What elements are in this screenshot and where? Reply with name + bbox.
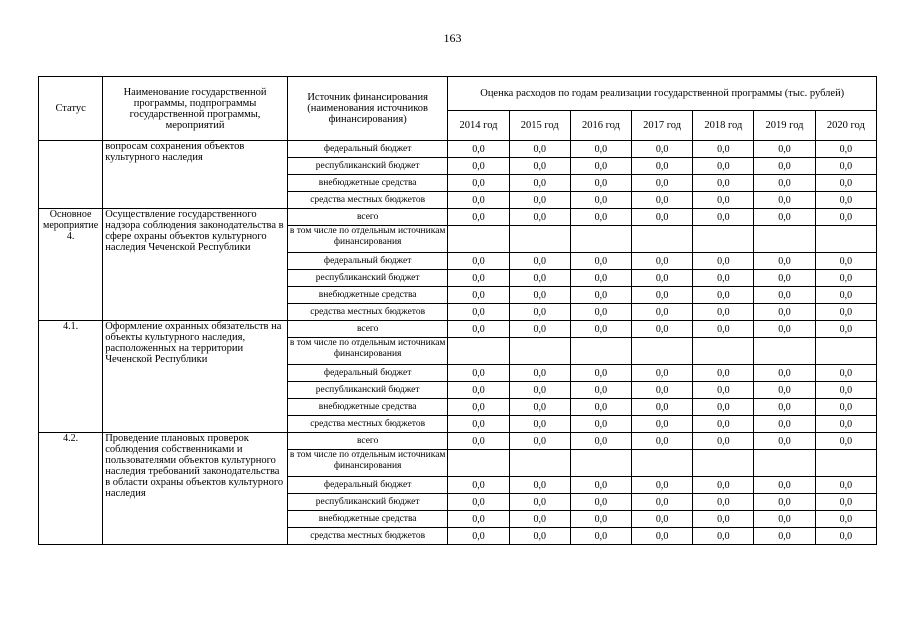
value-cell — [448, 338, 509, 365]
status-cell: 4.2. — [39, 433, 103, 545]
value-cell: 0,0 — [754, 433, 815, 450]
value-cell — [509, 338, 570, 365]
value-cell: 0,0 — [754, 175, 815, 192]
funding-source: всего — [287, 321, 448, 338]
value-cell: 0,0 — [632, 304, 693, 321]
value-cell: 0,0 — [693, 141, 754, 158]
value-cell — [632, 450, 693, 477]
value-cell: 0,0 — [448, 382, 509, 399]
header-year: 2016 год — [570, 111, 631, 141]
value-cell: 0,0 — [570, 304, 631, 321]
funding-source: федеральный бюджет — [287, 365, 448, 382]
funding-source: федеральный бюджет — [287, 477, 448, 494]
funding-source: федеральный бюджет — [287, 141, 448, 158]
value-cell: 0,0 — [509, 175, 570, 192]
funding-source: в том числе по отдельным источникам финансирования — [287, 226, 448, 253]
table-row — [39, 321, 877, 338]
value-cell: 0,0 — [509, 399, 570, 416]
value-cell: 0,0 — [632, 382, 693, 399]
value-cell — [693, 338, 754, 365]
value-cell: 0,0 — [815, 270, 876, 287]
value-cell: 0,0 — [693, 175, 754, 192]
value-cell: 0,0 — [815, 192, 876, 209]
value-cell: 0,0 — [509, 494, 570, 511]
value-cell: 0,0 — [570, 175, 631, 192]
value-cell: 0,0 — [509, 304, 570, 321]
value-cell: 0,0 — [754, 511, 815, 528]
value-cell: 0,0 — [754, 270, 815, 287]
value-cell: 0,0 — [509, 365, 570, 382]
value-cell — [632, 338, 693, 365]
value-cell: 0,0 — [570, 416, 631, 433]
value-cell — [754, 450, 815, 477]
funding-source: в том числе по отдельным источникам финансирования — [287, 450, 448, 477]
value-cell: 0,0 — [632, 321, 693, 338]
funding-source: внебюджетные средства — [287, 399, 448, 416]
header-year: 2017 год — [632, 111, 693, 141]
value-cell: 0,0 — [815, 477, 876, 494]
value-cell — [815, 338, 876, 365]
program-name: вопросам сохранения объектов культурного наследия — [103, 141, 288, 209]
value-cell: 0,0 — [693, 433, 754, 450]
value-cell — [570, 338, 631, 365]
value-cell: 0,0 — [632, 477, 693, 494]
value-cell: 0,0 — [815, 175, 876, 192]
status-cell: Основное мероприятие 4. — [39, 209, 103, 321]
value-cell — [570, 450, 631, 477]
funding-source: в том числе по отдельным источникам финансирования — [287, 338, 448, 365]
value-cell: 0,0 — [754, 321, 815, 338]
value-cell: 0,0 — [570, 528, 631, 545]
value-cell: 0,0 — [570, 141, 631, 158]
value-cell: 0,0 — [632, 416, 693, 433]
value-cell: 0,0 — [509, 528, 570, 545]
value-cell: 0,0 — [632, 209, 693, 226]
value-cell — [693, 450, 754, 477]
value-cell: 0,0 — [693, 382, 754, 399]
value-cell: 0,0 — [754, 477, 815, 494]
value-cell: 0,0 — [815, 494, 876, 511]
value-cell: 0,0 — [509, 382, 570, 399]
value-cell: 0,0 — [448, 433, 509, 450]
value-cell: 0,0 — [754, 253, 815, 270]
value-cell — [754, 338, 815, 365]
value-cell: 0,0 — [815, 382, 876, 399]
value-cell: 0,0 — [509, 141, 570, 158]
value-cell: 0,0 — [632, 192, 693, 209]
value-cell: 0,0 — [448, 175, 509, 192]
value-cell: 0,0 — [632, 511, 693, 528]
status-cell — [39, 141, 103, 209]
value-cell: 0,0 — [632, 175, 693, 192]
funding-source: средства местных бюджетов — [287, 528, 448, 545]
value-cell: 0,0 — [632, 158, 693, 175]
value-cell: 0,0 — [448, 253, 509, 270]
value-cell: 0,0 — [754, 141, 815, 158]
value-cell: 0,0 — [815, 141, 876, 158]
value-cell: 0,0 — [448, 158, 509, 175]
program-name: Проведение плановых проверок соблюдения собственниками и пользователями объектов культурного наследия требований законодательства в области охраны объектов культурного наследия — [103, 433, 288, 545]
funding-source: республиканский бюджет — [287, 270, 448, 287]
funding-source: внебюджетные средства — [287, 511, 448, 528]
header-year: 2020 год — [815, 111, 876, 141]
program-name: Оформление охранных обязательств на объекты культурного наследия, расположенных на территории Чеченской Республики — [103, 321, 288, 433]
value-cell: 0,0 — [448, 270, 509, 287]
value-cell: 0,0 — [448, 321, 509, 338]
value-cell: 0,0 — [509, 253, 570, 270]
header-name: Наименование государственной программы, подпрограммы государственной программы, мероприятий — [103, 77, 288, 141]
value-cell: 0,0 — [754, 365, 815, 382]
funding-source: всего — [287, 209, 448, 226]
header-year: 2015 год — [509, 111, 570, 141]
value-cell: 0,0 — [448, 477, 509, 494]
value-cell — [754, 226, 815, 253]
page-number: 163 — [443, 31, 462, 45]
table-row — [39, 141, 877, 158]
value-cell: 0,0 — [570, 158, 631, 175]
value-cell: 0,0 — [815, 365, 876, 382]
value-cell: 0,0 — [693, 287, 754, 304]
value-cell: 0,0 — [754, 399, 815, 416]
value-cell: 0,0 — [815, 511, 876, 528]
value-cell: 0,0 — [448, 528, 509, 545]
value-cell: 0,0 — [570, 287, 631, 304]
value-cell: 0,0 — [448, 416, 509, 433]
value-cell: 0,0 — [632, 270, 693, 287]
value-cell — [815, 226, 876, 253]
funding-source: республиканский бюджет — [287, 494, 448, 511]
value-cell: 0,0 — [754, 158, 815, 175]
value-cell: 0,0 — [448, 209, 509, 226]
value-cell: 0,0 — [632, 287, 693, 304]
value-cell: 0,0 — [570, 477, 631, 494]
value-cell: 0,0 — [632, 528, 693, 545]
header-year: 2014 год — [448, 111, 509, 141]
funding-source: республиканский бюджет — [287, 158, 448, 175]
value-cell: 0,0 — [570, 253, 631, 270]
header-year: 2018 год — [693, 111, 754, 141]
budget-table — [38, 76, 877, 545]
value-cell: 0,0 — [815, 399, 876, 416]
value-cell: 0,0 — [570, 433, 631, 450]
value-cell: 0,0 — [448, 494, 509, 511]
value-cell: 0,0 — [754, 494, 815, 511]
funding-source: средства местных бюджетов — [287, 416, 448, 433]
value-cell — [509, 226, 570, 253]
value-cell: 0,0 — [448, 365, 509, 382]
value-cell: 0,0 — [815, 253, 876, 270]
value-cell: 0,0 — [509, 158, 570, 175]
value-cell: 0,0 — [693, 270, 754, 287]
value-cell — [448, 226, 509, 253]
value-cell: 0,0 — [693, 528, 754, 545]
value-cell: 0,0 — [632, 253, 693, 270]
value-cell: 0,0 — [693, 416, 754, 433]
value-cell: 0,0 — [815, 287, 876, 304]
value-cell: 0,0 — [448, 511, 509, 528]
funding-source: средства местных бюджетов — [287, 304, 448, 321]
value-cell: 0,0 — [448, 141, 509, 158]
value-cell: 0,0 — [448, 192, 509, 209]
value-cell: 0,0 — [632, 141, 693, 158]
value-cell: 0,0 — [693, 365, 754, 382]
funding-source: федеральный бюджет — [287, 253, 448, 270]
header-source: Источник финансирования (наименования источников финансирования) — [287, 77, 448, 141]
value-cell: 0,0 — [754, 382, 815, 399]
value-cell — [509, 450, 570, 477]
value-cell: 0,0 — [815, 304, 876, 321]
value-cell: 0,0 — [693, 192, 754, 209]
value-cell — [815, 450, 876, 477]
value-cell: 0,0 — [754, 416, 815, 433]
value-cell: 0,0 — [509, 321, 570, 338]
value-cell: 0,0 — [509, 192, 570, 209]
value-cell: 0,0 — [815, 433, 876, 450]
value-cell: 0,0 — [754, 192, 815, 209]
value-cell: 0,0 — [754, 304, 815, 321]
header-year: 2019 год — [754, 111, 815, 141]
value-cell — [570, 226, 631, 253]
value-cell: 0,0 — [509, 270, 570, 287]
value-cell: 0,0 — [693, 494, 754, 511]
value-cell: 0,0 — [570, 382, 631, 399]
value-cell: 0,0 — [693, 399, 754, 416]
value-cell — [632, 226, 693, 253]
value-cell: 0,0 — [570, 321, 631, 338]
value-cell: 0,0 — [693, 511, 754, 528]
value-cell: 0,0 — [448, 304, 509, 321]
value-cell: 0,0 — [815, 416, 876, 433]
funding-source: внебюджетные средства — [287, 287, 448, 304]
value-cell: 0,0 — [693, 209, 754, 226]
funding-source: республиканский бюджет — [287, 382, 448, 399]
header-status: Статус — [39, 77, 103, 141]
value-cell: 0,0 — [509, 209, 570, 226]
value-cell: 0,0 — [448, 399, 509, 416]
funding-source: средства местных бюджетов — [287, 192, 448, 209]
value-cell: 0,0 — [509, 416, 570, 433]
value-cell: 0,0 — [509, 433, 570, 450]
value-cell: 0,0 — [632, 399, 693, 416]
value-cell: 0,0 — [754, 528, 815, 545]
table-row — [39, 209, 877, 226]
table-row — [39, 433, 877, 450]
value-cell: 0,0 — [570, 270, 631, 287]
value-cell: 0,0 — [693, 253, 754, 270]
value-cell: 0,0 — [815, 209, 876, 226]
value-cell: 0,0 — [815, 321, 876, 338]
value-cell: 0,0 — [570, 399, 631, 416]
value-cell: 0,0 — [570, 494, 631, 511]
value-cell: 0,0 — [693, 304, 754, 321]
value-cell: 0,0 — [509, 511, 570, 528]
value-cell: 0,0 — [570, 511, 631, 528]
value-cell: 0,0 — [570, 365, 631, 382]
value-cell: 0,0 — [632, 433, 693, 450]
value-cell: 0,0 — [815, 528, 876, 545]
funding-source: внебюджетные средства — [287, 175, 448, 192]
value-cell: 0,0 — [693, 477, 754, 494]
value-cell: 0,0 — [570, 209, 631, 226]
value-cell: 0,0 — [693, 158, 754, 175]
value-cell: 0,0 — [815, 158, 876, 175]
value-cell: 0,0 — [754, 287, 815, 304]
value-cell: 0,0 — [448, 287, 509, 304]
value-cell: 0,0 — [632, 365, 693, 382]
status-cell: 4.1. — [39, 321, 103, 433]
value-cell — [693, 226, 754, 253]
value-cell: 0,0 — [754, 209, 815, 226]
value-cell: 0,0 — [570, 192, 631, 209]
value-cell: 0,0 — [509, 287, 570, 304]
value-cell — [448, 450, 509, 477]
value-cell: 0,0 — [632, 494, 693, 511]
funding-source: всего — [287, 433, 448, 450]
program-name: Осуществление государственного надзора соблюдения законодательства в сфере охраны объектов культурного наследия Чеченской Республики — [103, 209, 288, 321]
value-cell: 0,0 — [509, 477, 570, 494]
header-estimate: Оценка расходов по годам реализации государственной программы (тыс. рублей) — [448, 77, 877, 111]
value-cell: 0,0 — [693, 321, 754, 338]
